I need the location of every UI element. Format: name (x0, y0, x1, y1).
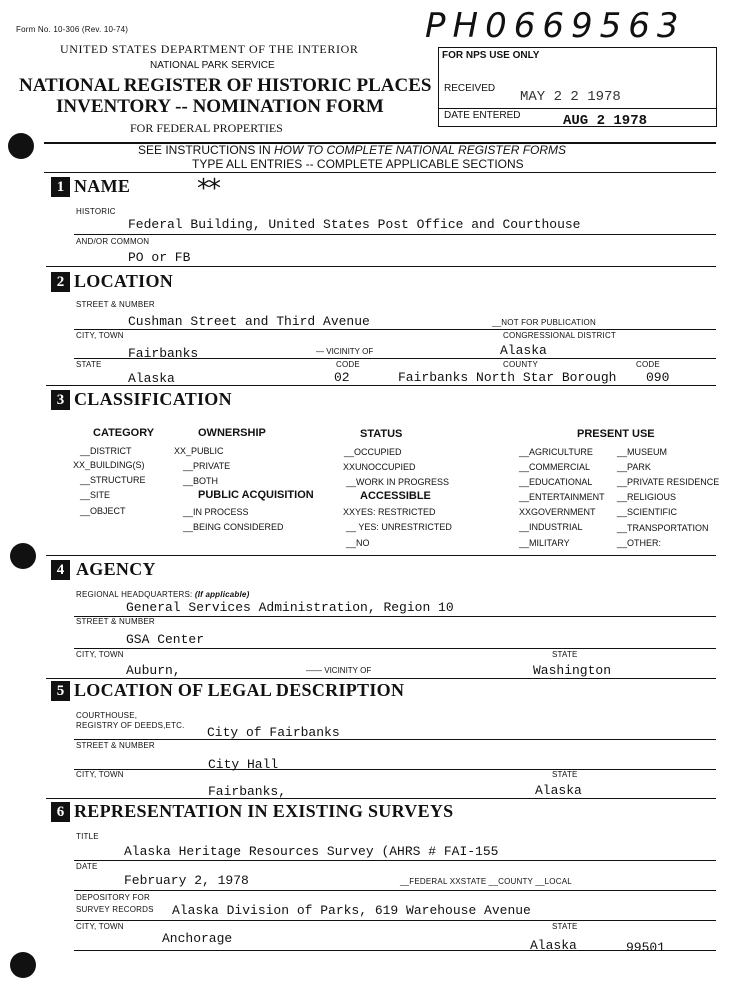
use-option: __ENTERTAINMENT (519, 492, 605, 502)
state-label: STATE (552, 650, 578, 659)
ownership-option: __BOTH (183, 476, 219, 486)
zip-value: 99501 (626, 940, 666, 955)
congressional-value: Alaska (500, 343, 547, 358)
street-label: STREET & NUMBER (76, 617, 155, 626)
section-title-location: LOCATION (74, 271, 174, 291)
county-value: Fairbanks North Star Borough (398, 370, 617, 385)
survey-records-label: SURVEY RECORDS (76, 905, 154, 914)
category-option: __DISTRICT (80, 446, 132, 456)
punch-hole (8, 133, 34, 159)
rule (46, 385, 716, 386)
depository-value: Alaska Division of Parks, 619 Warehouse Avenue (172, 903, 531, 918)
use-option: __MILITARY (519, 538, 570, 548)
status-option: __OCCUPIED (344, 447, 402, 457)
county-label: COUNTY (503, 360, 538, 369)
punch-hole (10, 543, 36, 569)
department: UNITED STATES DEPARTMENT OF THE INTERIOR (60, 42, 359, 56)
use-option: __INDUSTRIAL (519, 522, 583, 532)
rule (74, 358, 716, 359)
rule (74, 920, 716, 921)
section-title-classification: CLASSIFICATION (74, 389, 232, 409)
rule (74, 616, 716, 617)
street-label: STREET & NUMBER (76, 300, 155, 309)
state-label: STATE (76, 360, 102, 369)
section-number: 5 (51, 681, 70, 701)
entered-label: DATE ENTERED (444, 110, 521, 121)
rule (74, 860, 716, 861)
street-value: GSA Center (126, 632, 205, 647)
city-value: Fairbanks (128, 346, 199, 361)
section-title-surveys: REPRESENTATION IN EXISTING SURVEYS (74, 801, 454, 821)
historic-label: HISTORIC (76, 207, 116, 216)
section-number: 2 (51, 272, 70, 292)
rule (46, 798, 716, 799)
street-value: City Hall (208, 757, 279, 772)
section-title-agency: AGENCY (76, 559, 156, 579)
state-label: STATE (552, 922, 578, 931)
county-code-label: CODE (636, 360, 660, 369)
hq-value: General Services Administration, Region 10 (126, 600, 454, 615)
vicinity-label: — VICINITY OF (316, 347, 374, 356)
status-option: XXUNOCCUPIED (343, 462, 416, 472)
use-option: __PARK (617, 462, 651, 472)
rule (74, 234, 716, 235)
section-number: 4 (51, 560, 70, 580)
section-title-name: NAME (74, 176, 131, 196)
handwritten-id: PH0669563 (425, 6, 686, 46)
vicinity-label: —— VICINITY OF (306, 666, 372, 675)
punch-hole (10, 952, 36, 978)
section-title-legal-description: LOCATION OF LEGAL DESCRIPTION (74, 680, 405, 700)
survey-title-value: Alaska Heritage Resources Survey (AHRS # FAI-155 (124, 844, 499, 859)
accessible-heading: ACCESSIBLE (360, 490, 431, 502)
courthouse-value: City of Fairbanks (207, 725, 340, 740)
ownership-option: __PRIVATE (183, 461, 231, 471)
instructions-line1 (138, 143, 566, 157)
category-option: __SITE (80, 490, 111, 500)
present-use-heading: PRESENT USE (577, 428, 655, 440)
rule (74, 950, 716, 951)
accessible-option: XXYES: RESTRICTED (343, 507, 436, 517)
received-label: RECEIVED (444, 83, 496, 94)
form-subtitle: FOR FEDERAL PROPERTIES (130, 121, 283, 135)
date-value: February 2, 1978 (124, 873, 249, 888)
ownership-option: XX_PUBLIC (174, 446, 224, 456)
rule (74, 648, 716, 649)
handwritten-mark: ** (197, 174, 219, 204)
received-stamp: MAY 2 2 1978 (520, 89, 621, 105)
rule (46, 678, 716, 679)
city-label: CITY, TOWN (76, 650, 124, 659)
state-code-value: 02 (334, 370, 350, 385)
status-option: __WORK IN PROGRESS (346, 477, 450, 487)
state-value: Alaska (128, 371, 175, 386)
state-label: STATE (552, 770, 578, 779)
registry-label: REGISTRY OF DEEDS,ETC. (76, 721, 185, 730)
use-option: XXGOVERNMENT (519, 507, 596, 517)
form-title-line2: INVENTORY -- NOMINATION FORM (56, 96, 384, 117)
not-for-publication: __NOT FOR PUBLICATION (492, 318, 596, 327)
instructions-title: HOW TO COMPLETE NATIONAL REGISTER FORMS (274, 143, 567, 157)
congressional-label: CONGRESSIONAL DISTRICT (503, 331, 617, 340)
street-value: Cushman Street and Third Avenue (128, 314, 370, 329)
street-label: STREET & NUMBER (76, 741, 155, 750)
city-value: Fairbanks, (208, 784, 287, 799)
common-label: AND/OR COMMON (76, 237, 150, 246)
use-option: __COMMERCIAL (519, 462, 591, 472)
use-option: __MUSEUM (617, 447, 668, 457)
city-value: Auburn, (126, 663, 181, 678)
acquisition-option: __IN PROCESS (183, 507, 249, 517)
category-option: __OBJECT (80, 506, 126, 516)
rule (74, 329, 716, 330)
nps-box-divider (438, 108, 716, 109)
instructions-prefix: SEE INSTRUCTIONS IN (138, 143, 275, 157)
vicinity-text: VICINITY OF (324, 666, 372, 675)
form-title-line1: NATIONAL REGISTER OF HISTORIC PLACES (19, 75, 432, 96)
use-option: __EDUCATIONAL (519, 477, 593, 487)
section-number: 1 (51, 177, 70, 197)
common-value: PO or FB (128, 250, 191, 265)
accessible-option: __NO (346, 538, 370, 548)
rule (74, 739, 716, 740)
state-value: Alaska (530, 938, 577, 953)
city-label: CITY, TOWN (76, 770, 124, 779)
county-code-value: 090 (646, 370, 670, 385)
date-label: DATE (76, 862, 98, 871)
hq-note: (If applicable) (194, 590, 250, 599)
category-option: __STRUCTURE (80, 475, 146, 485)
use-option: __TRANSPORTATION (617, 523, 709, 533)
city-label: CITY, TOWN (76, 331, 124, 340)
survey-levels: __FEDERAL XXSTATE __COUNTY __LOCAL (400, 877, 572, 886)
depository-label: DEPOSITORY FOR (76, 893, 150, 902)
rule (74, 769, 716, 770)
status-heading: STATUS (360, 428, 403, 440)
rule (46, 555, 716, 556)
category-heading: CATEGORY (93, 427, 155, 439)
use-option: __OTHER: (617, 538, 662, 548)
state-value: Washington (533, 663, 612, 678)
rule (74, 890, 716, 891)
entered-stamp: AUG 2 1978 (563, 113, 648, 129)
state-value: Alaska (535, 783, 582, 798)
vicinity-text: VICINITY OF (326, 347, 374, 356)
category-option: XX_BUILDING(S) (73, 460, 145, 470)
section-number: 3 (51, 390, 70, 410)
title-label: TITLE (76, 832, 99, 841)
section-number: 6 (51, 802, 70, 822)
hq-label (76, 590, 249, 599)
ownership-heading: OWNERSHIP (198, 427, 266, 439)
city-value: Anchorage (162, 931, 233, 946)
use-option: __RELIGIOUS (617, 492, 677, 502)
use-option: __SCIENTIFIC (617, 507, 678, 517)
hq-label-text: REGIONAL HEADQUARTERS: (76, 590, 193, 599)
nps-box-title: FOR NPS USE ONLY (442, 50, 540, 61)
use-option: __AGRICULTURE (519, 447, 593, 457)
service: NATIONAL PARK SERVICE (150, 60, 275, 71)
instructions-line2: TYPE ALL ENTRIES -- COMPLETE APPLICABLE SECTIONS (192, 157, 524, 171)
instructions-rule (44, 172, 716, 173)
use-option: __PRIVATE RESIDENCE (617, 477, 720, 487)
historic-value: Federal Building, United States Post Office and Courthouse (128, 217, 581, 232)
courthouse-label: COURTHOUSE, (76, 711, 138, 720)
accessible-option: __ YES: UNRESTRICTED (346, 522, 452, 532)
rule (46, 266, 716, 267)
city-label: CITY, TOWN (76, 922, 124, 931)
form-number: Form No. 10-306 (Rev. 10-74) (16, 25, 129, 34)
code-label: CODE (336, 360, 360, 369)
acquisition-heading: PUBLIC ACQUISITION (198, 489, 314, 501)
acquisition-option: __BEING CONSIDERED (183, 522, 284, 532)
